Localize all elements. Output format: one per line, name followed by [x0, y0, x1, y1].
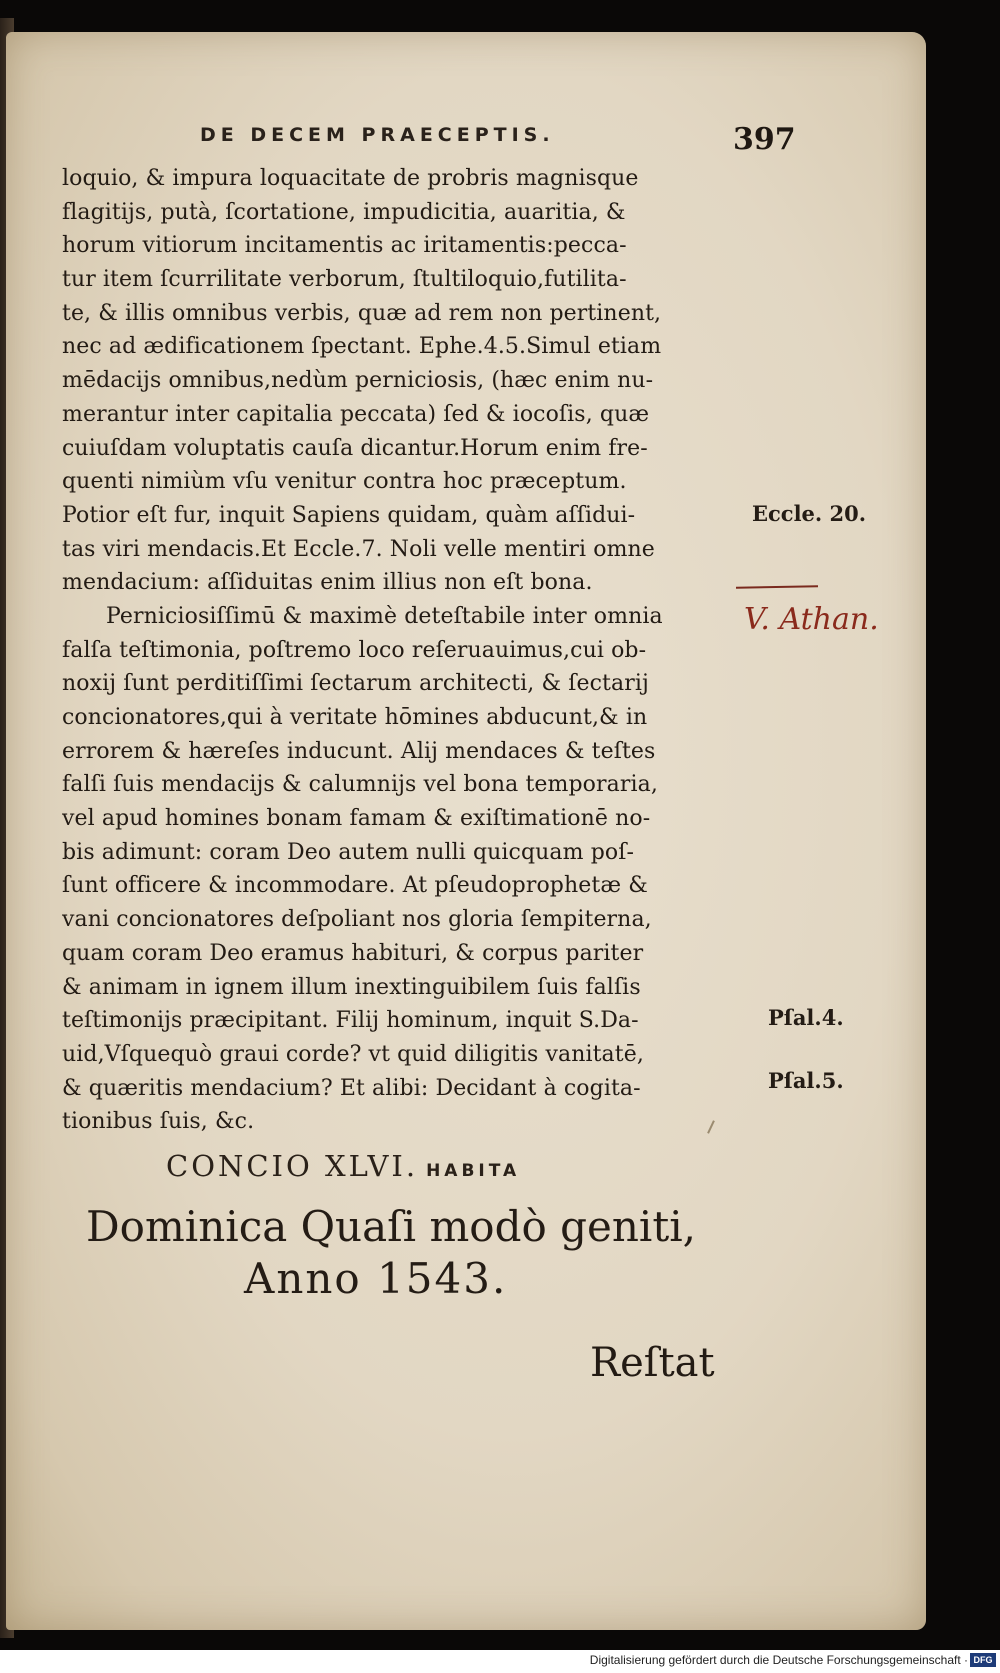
text-line: horum vitiorum incitamentis ac iritamentis:pecca- — [62, 233, 627, 259]
text-line: noxij ſunt perditiſſimi ſectarum architecti, & ſectarij — [62, 671, 649, 697]
margin-note-eccle: Eccle. 20. — [752, 501, 867, 526]
text-line: quenti nimiùm vſu venitur contra hoc præceptum. — [62, 469, 627, 495]
sermon-number: CONCIO XLVI. — [166, 1149, 419, 1183]
text-line: quam coram Deo eramus habituri, & corpus pariter — [62, 940, 644, 966]
text-line: te, & illis omnibus verbis, quæ ad rem non pertinent, — [62, 300, 662, 326]
text-line: uid,Vſquequò graui corde? vt quid diligitis vanitatē, — [62, 1041, 644, 1067]
text-line: & animam in ignem illum inextinguibilem ſuis falſis — [62, 974, 641, 1000]
sermon-heading-line-1 — [166, 1149, 520, 1183]
sermon-heading-line-2: Dominica Quaſi modò geniti, — [86, 1202, 696, 1251]
sermon-habita: HABITA — [426, 1161, 521, 1181]
text-line: flagitijs, putà, ſcortatione, impudicitia, auaritia, & — [62, 199, 626, 225]
catchword: Reſtat — [590, 1340, 715, 1386]
text-line: teſtimonijs præcipitant. Filij hominum, inquit S.Da- — [62, 1008, 639, 1034]
margin-note-psal-5: Pſal.5. — [768, 1068, 844, 1093]
running-head: DE DECEM PRAECEPTIS. — [200, 124, 555, 146]
text-line: bis adimunt: coram Deo autem nulli quicquam poſ- — [62, 839, 635, 865]
text-line: merantur inter capitalia peccata) ſed & iocoſis, quæ — [62, 401, 650, 427]
text-line: errorem & hæreſes inducunt. Alij mendaces & teſtes — [62, 738, 656, 764]
sermon-heading-year: Anno 1543. — [244, 1254, 508, 1303]
text-line: falſi ſuis mendacijs & calumnijs vel bona temporaria, — [62, 772, 658, 798]
body-text — [62, 162, 752, 1139]
text-line: mēdacijs omnibus,nedùm perniciosis, (hæc enim nu- — [62, 368, 654, 394]
text-line: ſunt officere & incommodare. At pſeudoprophetæ & — [62, 873, 648, 899]
text-line: falſa teſtimonia, poſtremo loco reſeruauimus,cui ob- — [62, 637, 647, 663]
text-line: vel apud homines bonam famam & exiſtimationē no- — [62, 806, 651, 832]
text-line: tionibus ſuis, &c. — [62, 1109, 255, 1135]
text-line: Potior eſt fur, inquit Sapiens quidam, quàm aſſidui- — [62, 502, 636, 528]
text-line: mendacium: aſſiduitas enim illius non eſt bona. — [62, 570, 593, 596]
text-line: & quæritis mendacium? Et alibi: Decidant à cogita- — [62, 1075, 641, 1101]
text-line: concionatores,qui à veritate hōmines abducunt,& in — [62, 705, 648, 730]
text-line: loquio, & impura loquacitate de probris magnisque — [62, 166, 639, 191]
text-line: tur item ſcurrilitate verborum, ſtultiloquio,futilita- — [62, 267, 627, 293]
text-line: vani concionatores deſpoliant nos gloria ſempiterna, — [62, 907, 652, 933]
text-line: nec ad ædificationem ſpectant. Ephe.4.5.Simul etiam — [62, 334, 662, 360]
text-line: tas viri mendacis.Et Eccle.7. Noli velle mentiri omne — [62, 536, 655, 562]
margin-note-psal-4: Pſal.4. — [768, 1005, 844, 1030]
footer-credit: Digitalisierung gefördert durch die Deutsche Forschungsgemeinschaft · — [589, 1653, 968, 1667]
dfg-logo-icon: DFG — [970, 1653, 996, 1667]
handwritten-annotation: V. Athan. — [744, 602, 879, 637]
page-number: 397 — [733, 122, 796, 157]
text-line: cuiuſdam voluptatis cauſa dicantur.Horum enim fre- — [62, 435, 648, 461]
text-line: Perniciosiſſimū & maximè deteſtabile inter omnia — [106, 603, 663, 629]
